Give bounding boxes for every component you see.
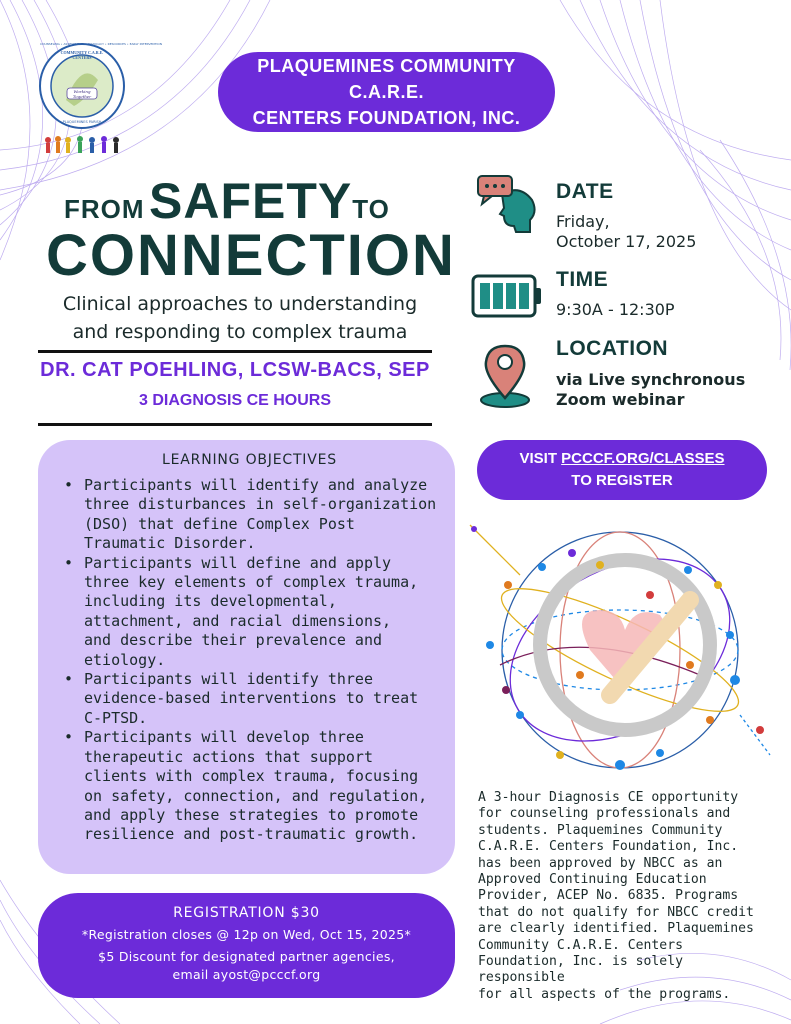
logo-ring-text: COMMUNITY C.A.R.E. CENTERS <box>60 50 104 60</box>
discount-line1: $5 Discount for designated partner agencies, <box>98 949 395 964</box>
disclaimer-line: Approved Continuing Education <box>478 872 707 888</box>
objective-line: • Participants will identify three <box>84 670 373 689</box>
visit-line1 <box>477 448 767 470</box>
logo-arc-words: COUNSELING • ASSESSMENT • ADVOCACY • RESOURCES • EARLY INTERVENTION <box>40 42 162 46</box>
registration-banner <box>38 893 455 998</box>
subtitle-line1: Clinical approaches to understanding <box>62 293 418 315</box>
nbcc-disclaimer <box>478 790 773 1003</box>
title-from: FROM <box>64 194 145 224</box>
disclaimer-line: students. Plaquemines Community <box>478 822 723 838</box>
objective-line: therapeutic actions that support <box>84 747 373 766</box>
disclaimer-line: A 3-hour Diagnosis CE opportunity <box>478 790 739 805</box>
community-care-centers-logo <box>36 40 162 158</box>
objective-line: evidence-based interventions to treat <box>84 689 419 708</box>
battery-icon <box>470 266 540 336</box>
register-link-banner[interactable] <box>477 440 767 500</box>
objective-line: three key elements of complex trauma, <box>84 573 419 592</box>
disclaimer-line: Community C.A.R.E. Centers <box>478 937 683 953</box>
register-url-link[interactable]: PCCCF.ORG/CLASSES <box>561 450 725 467</box>
objective-line: resilience and post-traumatic growth. <box>84 825 419 844</box>
visit-prefix: VISIT <box>519 450 557 467</box>
title-connection: CONNECTION <box>46 223 456 288</box>
date-heading: DATE <box>556 180 614 203</box>
chat-head-icon <box>472 170 542 240</box>
disclaimer-line: for counseling professionals and <box>478 806 731 822</box>
discount-line2[interactable]: email ayost@pcccf.org <box>172 967 321 982</box>
objective-line: three disturbances in self-organization <box>84 495 437 514</box>
objective-line: etiology. <box>84 650 166 669</box>
objective-line: Traumatic Disorder. <box>84 534 256 553</box>
organization-banner <box>218 52 555 132</box>
date-value <box>556 212 776 252</box>
divider-top <box>38 350 432 353</box>
time-heading: TIME <box>556 268 609 291</box>
objective-line: C-PTSD. <box>84 708 148 727</box>
objective-item-4 <box>62 728 437 844</box>
objective-item-3 <box>62 670 437 728</box>
objective-line: • Participants will define and apply <box>84 553 392 572</box>
objective-item-1 <box>62 476 437 554</box>
objective-line: and describe their prevalence and <box>84 631 383 650</box>
subtitle <box>40 290 440 346</box>
disclaimer-line: that do not qualify for NBCC credit <box>478 904 754 920</box>
disclaimer-line: C.A.R.E. Centers Foundation, Inc. <box>478 839 739 855</box>
subtitle-line2: and responding to complex trauma <box>72 321 408 343</box>
visit-suffix: TO REGISTER <box>571 472 673 489</box>
title-safety: SAFETY <box>149 173 353 229</box>
ce-hours: 3 DIAGNOSIS CE HOURS <box>138 392 332 409</box>
globe-network-heart-illustration <box>460 515 780 785</box>
title-to: TO <box>352 194 390 224</box>
organization-name-line2: CENTERS FOUNDATION, INC. <box>252 108 521 128</box>
objectives-list <box>62 476 437 845</box>
disclaimer-line: for all aspects of the programs. <box>478 986 731 1002</box>
registration-discount <box>38 948 455 984</box>
learning-objectives-panel <box>38 440 455 874</box>
registration-price: REGISTRATION $30 <box>173 905 320 921</box>
location-heading: LOCATION <box>556 337 669 360</box>
objective-line: clients with complex trauma, focusing <box>84 767 419 786</box>
objective-line: (DSO) that define Complex Post <box>84 514 355 533</box>
location-line2: Zoom webinar <box>556 390 685 409</box>
registration-deadline: *Registration closes @ 12p on Wed, Oct 15, 2025* <box>81 927 412 942</box>
objective-line: including its developmental, <box>84 592 337 611</box>
disclaimer-line: Provider, ACEP No. 6835. Programs <box>478 888 739 904</box>
disclaimer-line: has been approved by NBCC as an <box>478 855 723 871</box>
disclaimer-line: are clearly identified. Plaquemines <box>478 921 754 937</box>
disclaimer-line: Foundation, Inc. is solely responsible <box>478 954 683 986</box>
objective-line: attachment, and racial dimensions, <box>84 611 392 630</box>
logo-bottom-text: PLAQUEMINES PARISH <box>62 120 102 124</box>
objective-line: on safety, connection, and regulation, <box>84 786 428 805</box>
map-pin-icon <box>472 340 542 410</box>
divider-bottom <box>38 423 432 426</box>
presenter-name: DR. CAT POEHLING, LCSW-BACS, SEP <box>40 359 430 381</box>
objective-line: • Participants will develop three <box>84 728 364 747</box>
objectives-title: LEARNING OBJECTIVES <box>162 452 337 468</box>
time-value: 9:30A - 12:30P <box>556 300 675 319</box>
organization-name-line1: PLAQUEMINES COMMUNITY C.A.R.E. <box>257 56 516 102</box>
date-line1: Friday, <box>556 212 610 231</box>
date-line2: October 17, 2025 <box>556 232 697 251</box>
logo-slogan: Working Together <box>72 89 92 99</box>
objective-item-2 <box>62 554 437 670</box>
location-line1: via Live synchronous <box>556 370 746 389</box>
objective-line: • Participants will identify and analyze <box>84 476 428 494</box>
location-value <box>556 370 776 410</box>
objective-line: and apply these strategies to promote <box>84 805 419 824</box>
